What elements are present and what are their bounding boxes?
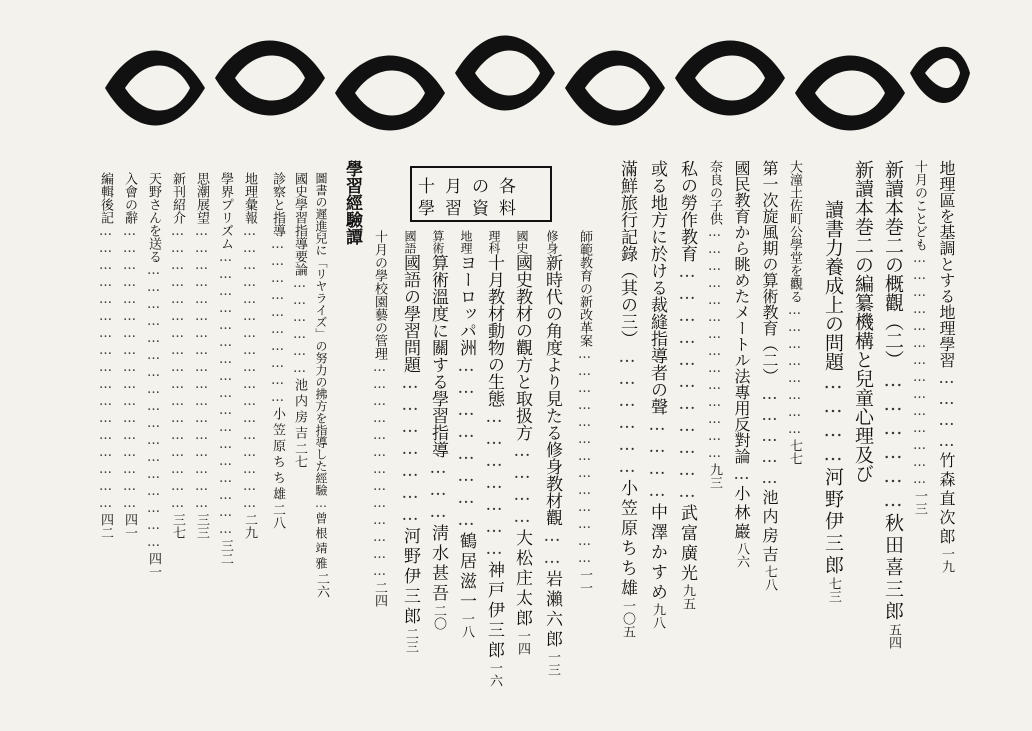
subject-label: 地理	[459, 230, 473, 254]
leader-dots: ……………………	[456, 356, 476, 532]
subject-label: 國史	[515, 230, 529, 254]
entry-page: 一六	[487, 661, 502, 687]
subject-label: 算術	[431, 230, 445, 254]
leader-dots: …………	[512, 441, 532, 529]
entry-author: 小林巖	[732, 485, 751, 542]
entry-title: 編輯後記	[98, 172, 113, 224]
leader-dots: ……………………………………………	[170, 224, 185, 513]
leader-dots: ……………………………………	[707, 225, 722, 463]
table-of-contents	[70, 160, 970, 720]
toc-entry[interactable]	[426, 230, 451, 630]
toc-entry[interactable]	[144, 172, 163, 578]
toc-entry[interactable]	[268, 172, 287, 529]
entry-title: 算術溫度に關する學習指導	[428, 254, 448, 458]
toc-entry[interactable]	[240, 172, 259, 539]
leader-dots: …………	[647, 415, 667, 503]
leader-dots: ………………	[292, 276, 307, 378]
entry-page: 四一	[122, 513, 137, 539]
toc-entry[interactable]	[482, 230, 507, 687]
entry-author: 小笠原ちち雄	[270, 407, 285, 503]
entry-title: 私の勞作教育	[677, 160, 697, 262]
entry-title: 新讀本巻二の編纂機構と兒童心理及び	[852, 160, 874, 483]
toc-entry[interactable]	[758, 160, 781, 591]
entry-title: 國史教材の觀方と取扱方	[512, 254, 532, 441]
toc-entry[interactable]	[935, 160, 958, 573]
leader-dots: …………………………	[270, 237, 285, 407]
toc-entry[interactable]	[880, 160, 907, 649]
entry-page: 七三	[826, 577, 841, 603]
entry-author: 神戸伊三郎	[484, 561, 504, 661]
entry-page: 八六	[734, 542, 749, 568]
section-heading-box	[410, 166, 552, 222]
leader-dots: ……………………………………………	[98, 224, 113, 513]
entry-page: 一三	[912, 489, 927, 515]
entry-title: 或る地方に於ける裁縫指導者の聲	[647, 160, 667, 415]
leader-dots: ……………………………………	[912, 251, 927, 489]
toc-entry[interactable]	[510, 230, 535, 655]
entry-page: 九三	[707, 463, 722, 489]
entry-page: 四二	[98, 513, 113, 539]
entry-author: 池内房吉	[760, 489, 779, 565]
entry-title: 新刊紹介	[170, 172, 185, 224]
toc-entry[interactable]	[730, 160, 753, 568]
subject-label: 修身	[545, 230, 559, 254]
entry-author: 武富廣光	[677, 504, 697, 584]
entry-title: 思潮展望	[194, 172, 209, 224]
leader-dots: ………………	[882, 369, 904, 513]
toc-entry[interactable]	[96, 172, 115, 539]
entry-title: 新時代の角度より見たる修身教材觀	[542, 254, 562, 526]
leader-dots: ……………………	[787, 303, 802, 439]
leader-dots: …………	[822, 371, 844, 467]
entry-page: 一四	[515, 629, 530, 655]
entry-author: 曾根靖雅	[314, 512, 328, 572]
entry-title: 滿鮮旅行記錄（其の三）	[617, 160, 637, 347]
subject-label: 理科	[487, 230, 501, 254]
entry-title: 學界プリズム	[218, 172, 233, 250]
entry-page: 二八	[270, 503, 285, 529]
entry-title: 國語の學習問題	[400, 254, 420, 373]
leader-dots: …………	[937, 368, 956, 452]
entry-author: 竹森直次郎	[937, 452, 956, 547]
leader-dots: ……	[542, 526, 562, 570]
entry-author: 中澤かすめ	[647, 503, 667, 603]
box-line-2: 學習資料	[418, 199, 526, 219]
entry-page: 二七	[292, 442, 307, 468]
leader-dots: ……………………………………………	[122, 224, 137, 513]
toc-entry[interactable]	[645, 160, 670, 629]
subject-label: 國語	[403, 230, 417, 254]
entry-author: 淸水甚吾	[428, 524, 448, 604]
entry-page: 三七	[170, 513, 185, 539]
entry-page: 二六	[314, 572, 329, 598]
entry-page: 二〇	[431, 604, 446, 630]
toc-entry[interactable]	[370, 230, 389, 607]
leader-dots: ………	[428, 458, 448, 524]
entry-title: 讀書力養成上の問題	[822, 200, 844, 371]
toc-entry[interactable]	[454, 230, 479, 638]
leader-dots: ……………………………………………	[194, 224, 209, 513]
entry-title: 奈良の子供	[707, 160, 722, 225]
entry-author: 鶴居滋一	[456, 532, 476, 612]
entry-page: 一八	[459, 612, 474, 638]
entry-title: 第一次旋風期の算術教育（二）	[760, 160, 779, 384]
entry-title: 圖書の遲進兒に「リヤライズ」の努力の拂方を指導した經驗	[314, 172, 328, 496]
entry-author: 小笠原ちち雄	[617, 479, 637, 599]
entry-page: 一九	[939, 547, 954, 573]
leader-dots: …	[732, 464, 751, 485]
toc-entry[interactable]	[120, 172, 139, 539]
toc-entry[interactable]	[850, 160, 877, 483]
toc-entry[interactable]	[820, 200, 847, 603]
entry-title: 十月のことども	[912, 160, 927, 251]
toc-entry[interactable]	[785, 160, 804, 465]
entry-author: 秋田喜三郎	[882, 513, 904, 623]
entry-page: 二九	[242, 513, 257, 539]
leader-dots: …………………………………	[372, 360, 387, 581]
toc-entry[interactable]	[575, 230, 594, 594]
toc-entry[interactable]	[398, 230, 423, 653]
entry-author: 大松庄太郎	[512, 529, 532, 629]
leader-dots: ……………………………	[677, 262, 697, 504]
entry-title: 大潼土佐町公學堂を觀る	[787, 160, 802, 303]
toc-entry[interactable]	[540, 230, 565, 676]
entry-page: 五四	[886, 623, 901, 649]
entry-title: 十月教材動物の生態	[484, 254, 504, 407]
entry-page: 七八	[762, 565, 777, 591]
leader-dots: ……………………………………………	[146, 263, 161, 552]
entry-title: 十月の學校園藝の管理	[372, 230, 387, 360]
entry-page: 七七	[787, 439, 802, 465]
entry-title: 國民教育から眺めたメートル法專用反對論	[732, 160, 751, 464]
entry-title: 地理彙報	[242, 172, 257, 224]
entry-title: 新讀本巻二の概觀（二）	[882, 160, 904, 369]
toc-entry[interactable]	[312, 172, 331, 598]
entry-page: 二四	[372, 581, 387, 607]
toc-entry[interactable]	[192, 172, 211, 539]
entry-author: 池内房吉	[292, 378, 307, 442]
toc-entry[interactable]	[216, 172, 235, 565]
leader-dots: …	[314, 496, 328, 512]
box-line-1: 十月の各	[418, 177, 526, 197]
entry-page: 三三	[194, 513, 209, 539]
toc-entry[interactable]	[910, 160, 929, 515]
entry-title: 天野さんを送る	[146, 172, 161, 263]
leader-dots: …………………………………	[577, 347, 592, 568]
toc-entry[interactable]	[615, 160, 640, 638]
leaf-pattern	[95, 18, 975, 158]
toc-entry[interactable]	[675, 160, 700, 610]
entry-page: 九八	[650, 603, 665, 629]
entry-page: 二三	[403, 627, 418, 653]
entry-title: 入會の辭	[122, 172, 137, 224]
entry-page: 一一	[577, 568, 592, 594]
leader-dots: …………………	[484, 407, 504, 561]
toc-entry[interactable]	[290, 172, 309, 468]
entry-title: ヨーロッパ洲	[456, 254, 476, 356]
entry-title: 地理區を基調とする地理學習	[937, 160, 956, 368]
leader-dots: ……………………………………………	[242, 224, 257, 513]
entry-page: 一三	[545, 650, 560, 676]
entry-page: 四一	[146, 552, 161, 578]
leader-dots: ……………………………………………	[218, 250, 233, 539]
entry-page: 九五	[680, 584, 695, 610]
entry-page: 一〇五	[620, 599, 635, 638]
entry-author: 河野伊三郎	[822, 467, 844, 577]
leader-dots: …………………	[400, 373, 420, 527]
decorative-leaf-banner	[95, 18, 975, 158]
entry-author: 河野伊三郎	[400, 527, 420, 627]
entry-title: 師範教育の新改革案	[577, 230, 592, 347]
leader-dots: ………………	[617, 347, 637, 479]
entry-author: 岩瀨六郎	[542, 570, 562, 650]
entry-title: 診察と指導	[270, 172, 285, 237]
entry-title: 國史學習指導要論	[292, 172, 307, 276]
entry-page: 三二	[218, 539, 233, 565]
toc-entry[interactable]	[705, 160, 724, 489]
toc-entry[interactable]	[168, 172, 187, 539]
leader-dots: ……………	[760, 384, 779, 489]
section-heading: 學習經驗譚	[342, 160, 362, 245]
